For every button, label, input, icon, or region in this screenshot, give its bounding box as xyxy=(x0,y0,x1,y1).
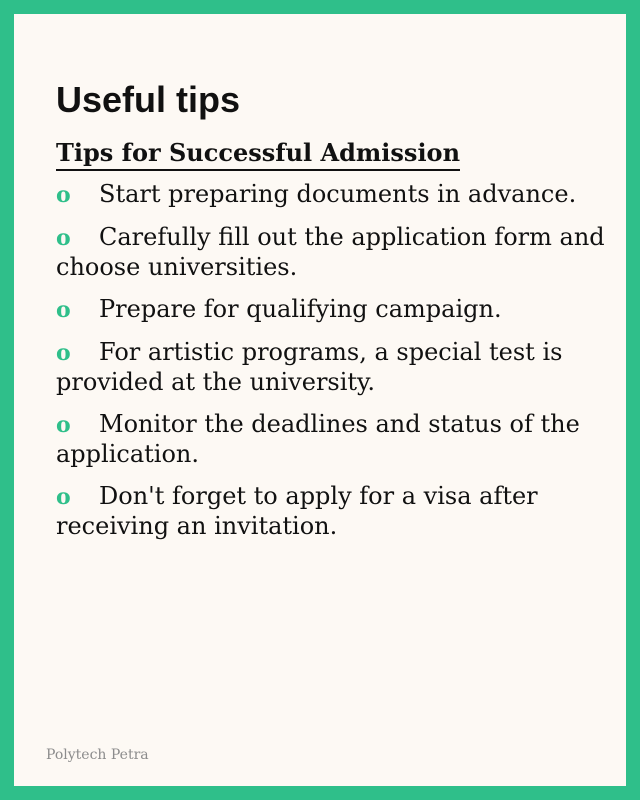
bullet-icon: o xyxy=(56,225,71,251)
bullet-icon: o xyxy=(56,484,71,510)
bullet-icon: o xyxy=(56,182,71,208)
bullet-icon: o xyxy=(56,412,71,438)
tip-item xyxy=(56,410,606,469)
tip-item xyxy=(56,338,606,397)
tip-text: Carefully fill out the application form and choose universities. xyxy=(56,223,605,281)
tip-item xyxy=(56,482,606,541)
tip-text: Prepare for qualifying campaign. xyxy=(99,295,502,323)
bullet-icon: o xyxy=(56,297,71,323)
tip-text: For artistic programs, a special test is provided at the university. xyxy=(56,338,563,396)
brand-footer: Polytech Petra xyxy=(46,747,149,763)
tip-text: Don't forget to apply for a visa after receiving an invitation. xyxy=(56,482,538,540)
tip-item xyxy=(56,295,606,325)
tips-list xyxy=(56,180,606,554)
page-title: Useful tips xyxy=(56,79,241,120)
tip-item xyxy=(56,223,606,282)
tip-text: Monitor the deadlines and status of the application. xyxy=(56,410,580,468)
tip-text: Start preparing documents in advance. xyxy=(99,180,577,208)
bullet-icon: o xyxy=(56,340,71,366)
tip-item xyxy=(56,180,606,210)
section-subtitle: Tips for Successful Admission xyxy=(56,138,460,171)
tips-card xyxy=(14,14,626,786)
